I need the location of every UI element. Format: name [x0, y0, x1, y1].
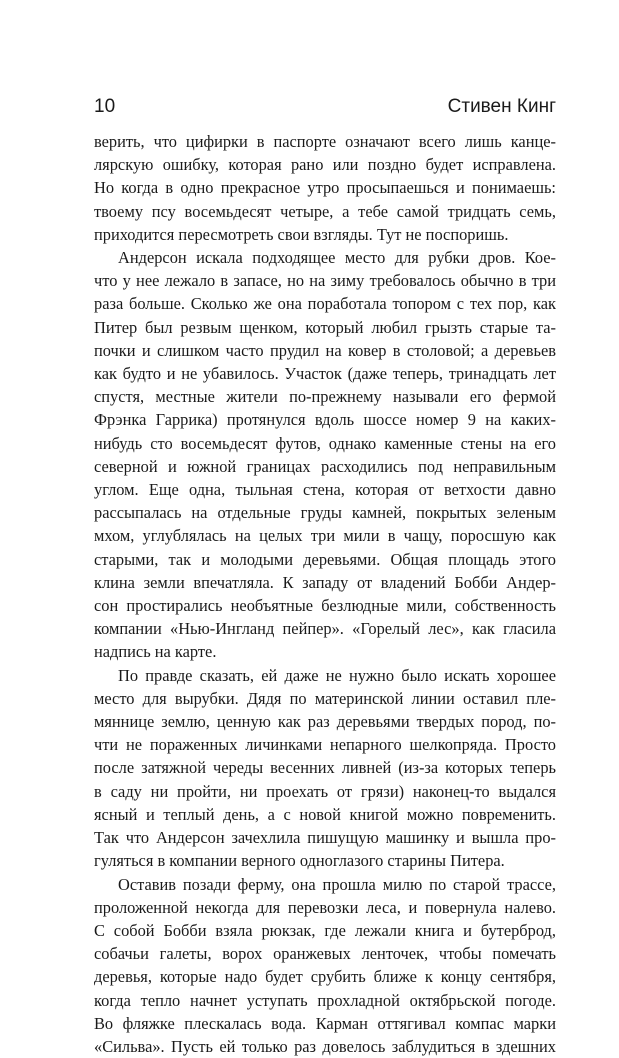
page-number: 10 [94, 96, 115, 118]
text-line: спустя, местные жители по-прежнему называли его фермой [94, 385, 556, 408]
text-line: когда тепло начнет уступать прохладной октябрьской погоде. [94, 989, 556, 1012]
text-line: рассыпалась на отдельные груды камней, покрытых зеленым [94, 501, 556, 524]
text-line: Оставив позади ферму, она прошла милю по старой трассе, [94, 873, 556, 896]
text-line: «Сильва». Пусть ей только раз довелось заблудиться в здешних [94, 1035, 556, 1058]
text-line: компании «Нью-Ингланд пейпер». «Горелый лес», как гласила [94, 617, 556, 640]
text-line: мхом, углублялась на целых три мили в чащу, поросшую как [94, 524, 556, 547]
text-line: почки и слишком часто прудил на ковер в столовой; а деревьев [94, 339, 556, 362]
text-line: старыми, так и молодыми деревьями. Общая площадь этого [94, 548, 556, 571]
text-line: верить, что цифирки в паспорте означают всего лишь канце- [94, 130, 556, 153]
paragraph [94, 873, 556, 1058]
text-line: мяннице землю, ценную как раз деревьями твердых пород, по- [94, 710, 556, 733]
text-line: проложенной некогда для перевозки леса, и повернула налево. [94, 896, 556, 919]
text-line: деревья, которые надо будет срубить ближе к концу сентября, [94, 965, 556, 988]
text-line: лярскую ошибку, которая рано или поздно будет исправлена. [94, 153, 556, 176]
text-line: после затяжной череды весенних ливней (из-за которых теперь [94, 756, 556, 779]
text-line: собачьи галеты, ворох оранжевых ленточек, чтобы помечать [94, 942, 556, 965]
paragraph [94, 664, 556, 873]
text-line: Но когда в одно прекрасное утро просыпаешься и понимаешь: [94, 176, 556, 199]
text-line: в саду ни пройти, ни проехать от грязи) наконец-то выдался [94, 780, 556, 803]
text-line: твоему псу восемьдесят четыре, а тебе самой тридцать семь, [94, 200, 556, 223]
text-line: приходится пересмотреть свои взгляды. Тут не поспоришь. [94, 223, 556, 246]
paragraph [94, 130, 556, 246]
text-line: как будто и не убавилось. Участок (даже теперь, тринадцать лет [94, 362, 556, 385]
text-line: Фрэнка Гаррика) протянулся вдоль шоссе номер 9 на каких- [94, 408, 556, 431]
text-line: надпись на карте. [94, 640, 556, 663]
text-line: По правде сказать, ей даже не нужно было искать хорошее [94, 664, 556, 687]
text-line: углом. Еще одна, тыльная стена, которая от ветхости давно [94, 478, 556, 501]
text-line: раза больше. Сколько же она поработала топором с тех пор, как [94, 292, 556, 315]
text-line: место для вырубки. Дядя по материнской линии оставил пле- [94, 687, 556, 710]
text-line: Так что Андерсон зачехлила пишущую машинку и вышла про- [94, 826, 556, 849]
text-line: что у нее лежало в запасе, но на зиму требовалось обычно в три [94, 269, 556, 292]
text-line: С собой Бобби взяла рюкзак, где лежали книга и бутерброд, [94, 919, 556, 942]
text-line: северной и южной границах расходились под неправильным [94, 455, 556, 478]
book-page [94, 96, 556, 1058]
text-line: Питер был резвым щенком, который любил грызть старые та- [94, 316, 556, 339]
text-line: ясный и теплый день, а с новой книгой можно повременить. [94, 803, 556, 826]
text-line: Андерсон искала подходящее место для рубки дров. Кое- [94, 246, 556, 269]
body-text [94, 130, 556, 1058]
running-title: Стивен Кинг [448, 96, 556, 118]
text-line: чти не пораженных личинками непарного шелкопряда. Просто [94, 733, 556, 756]
text-line: клина земли впечатляла. К западу от владений Бобби Андер- [94, 571, 556, 594]
text-line: гуляться в компании верного одноглазого старины Питера. [94, 849, 556, 872]
text-line: Во фляжке плескалась вода. Карман оттягивал компас марки [94, 1012, 556, 1035]
paragraph [94, 246, 556, 664]
text-line: сон простирались необъятные безлюдные мили, собственность [94, 594, 556, 617]
text-line: нибудь сто восемьдесят футов, однако каменные стены на его [94, 432, 556, 455]
running-header [94, 96, 556, 126]
